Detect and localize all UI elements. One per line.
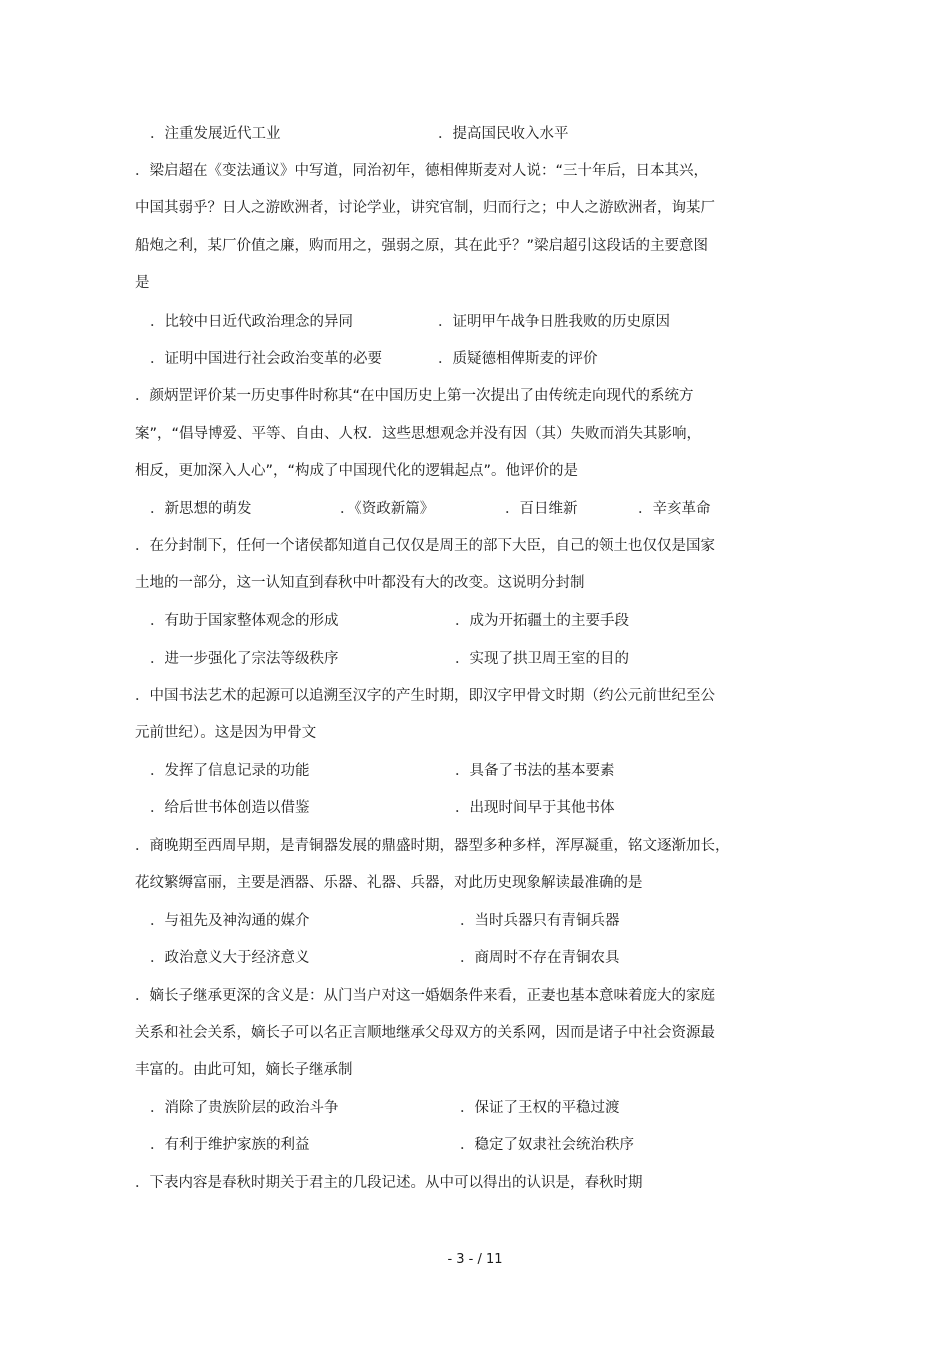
option-b: ．提高国民收入水平: [438, 126, 569, 142]
option-a: ．注重发展近代工业: [150, 126, 281, 142]
question-line: 元前世纪）。这是因为甲骨文: [135, 725, 317, 741]
option-d: ．出现时间早于其他书体: [455, 800, 615, 816]
question-line: ．中国书法艺术的起源可以追溯至汉字的产生时期，即汉字甲骨文时期（约公元前世纪至公: [135, 688, 715, 704]
option-b: ．证明甲午战争日胜我败的历史原因: [438, 314, 670, 330]
question-line: ．商晚期至西周早期，是青铜器发展的鼎盛时期，器型多种多样，浑厚凝重，铭文逐渐加长，: [135, 838, 730, 854]
question-line: ．在分封制下，任何一个诸侯都知道自己仅仅是周王的部下大臣，自己的领土也仅仅是国家: [135, 538, 715, 554]
option-b: ．保证了王权的平稳过渡: [460, 1100, 620, 1116]
question-line: ．颜炳罡评价某一历史事件时称其“在中国历史上第一次提出了由传统走向现代的系统方: [135, 388, 694, 404]
question-line: 花纹繁缛富丽，主要是酒器、乐器、礼器、兵器，对此历史现象解读最准确的是: [135, 875, 643, 891]
question-line: ．下表内容是春秋时期关于君主的几段记述。从中可以得出的认识是，春秋时期: [135, 1175, 643, 1191]
question-line: ．嫡长子继承更深的含义是：从门当户对这一婚姻条件来看，正妻也基本意味着庞大的家庭: [135, 988, 715, 1004]
question-line: 土地的一部分，这一认知直到春秋中叶都没有大的改变。这说明分封制: [135, 575, 585, 591]
question-line: 中国其弱乎？日人之游欧洲者，讨论学业，讲究官制，归而行之；中人之游欧洲者，询某厂: [135, 200, 715, 216]
option-a: ．有助于国家整体观念的形成: [150, 613, 339, 629]
question-line: ．梁启超在《变法通议》中写道，同治初年，德相俾斯麦对人说：“三十年后，日本其兴，: [135, 163, 709, 179]
option-b: ．成为开拓疆土的主要手段: [455, 613, 629, 629]
option-a: ．比较中日近代政治理念的异同: [150, 314, 353, 330]
option-d: ．商周时不存在青铜农具: [460, 950, 620, 966]
option-c: ．百日维新: [505, 501, 578, 517]
option-b: ．当时兵器只有青铜兵器: [460, 913, 620, 929]
option-d: ．实现了拱卫周王室的目的: [455, 651, 629, 667]
option-c: ．给后世书体创造以借鉴: [150, 800, 310, 816]
option-a: ．与祖先及神沟通的媒介: [150, 913, 310, 929]
option-c: ．进一步强化了宗法等级秩序: [150, 651, 339, 667]
option-a: ．新思想的萌发: [150, 501, 252, 517]
option-d: ．辛亥革命: [638, 501, 711, 517]
question-line: 关系和社会关系，嫡长子可以名正言顺地继承父母双方的关系网，因而是诸子中社会资源最: [135, 1025, 715, 1041]
question-line: 丰富的。由此可知，嫡长子继承制: [135, 1062, 353, 1078]
option-a: ．发挥了信息记录的功能: [150, 763, 310, 779]
question-line: 案”，“倡导博爱、平等、自由、人权．这些思想观念并没有因（其）失败而消失其影响，: [135, 426, 702, 442]
option-b: ．具备了书法的基本要素: [455, 763, 615, 779]
question-line: 船炮之利，某厂价值之廉，购而用之，强弱之原，其在此乎？”梁启超引这段话的主要意图: [135, 238, 709, 254]
option-c: ．有利于维护家族的利益: [150, 1137, 310, 1153]
option-c: ．政治意义大于经济意义: [150, 950, 310, 966]
question-line: 是: [135, 275, 150, 291]
option-a: ．消除了贵族阶层的政治斗争: [150, 1100, 339, 1116]
option-b: ．《资政新篇》: [340, 501, 435, 517]
option-d: ．稳定了奴隶社会统治秩序: [460, 1137, 634, 1153]
question-line: 相反，更加深入人心”，“构成了中国现代化的逻辑起点”。他评价的是: [135, 463, 579, 479]
page-number: - 3 - / 11: [447, 1252, 503, 1267]
option-d: ．质疑德相俾斯麦的评价: [438, 351, 598, 367]
option-c: ．证明中国进行社会政治变革的必要: [150, 351, 382, 367]
